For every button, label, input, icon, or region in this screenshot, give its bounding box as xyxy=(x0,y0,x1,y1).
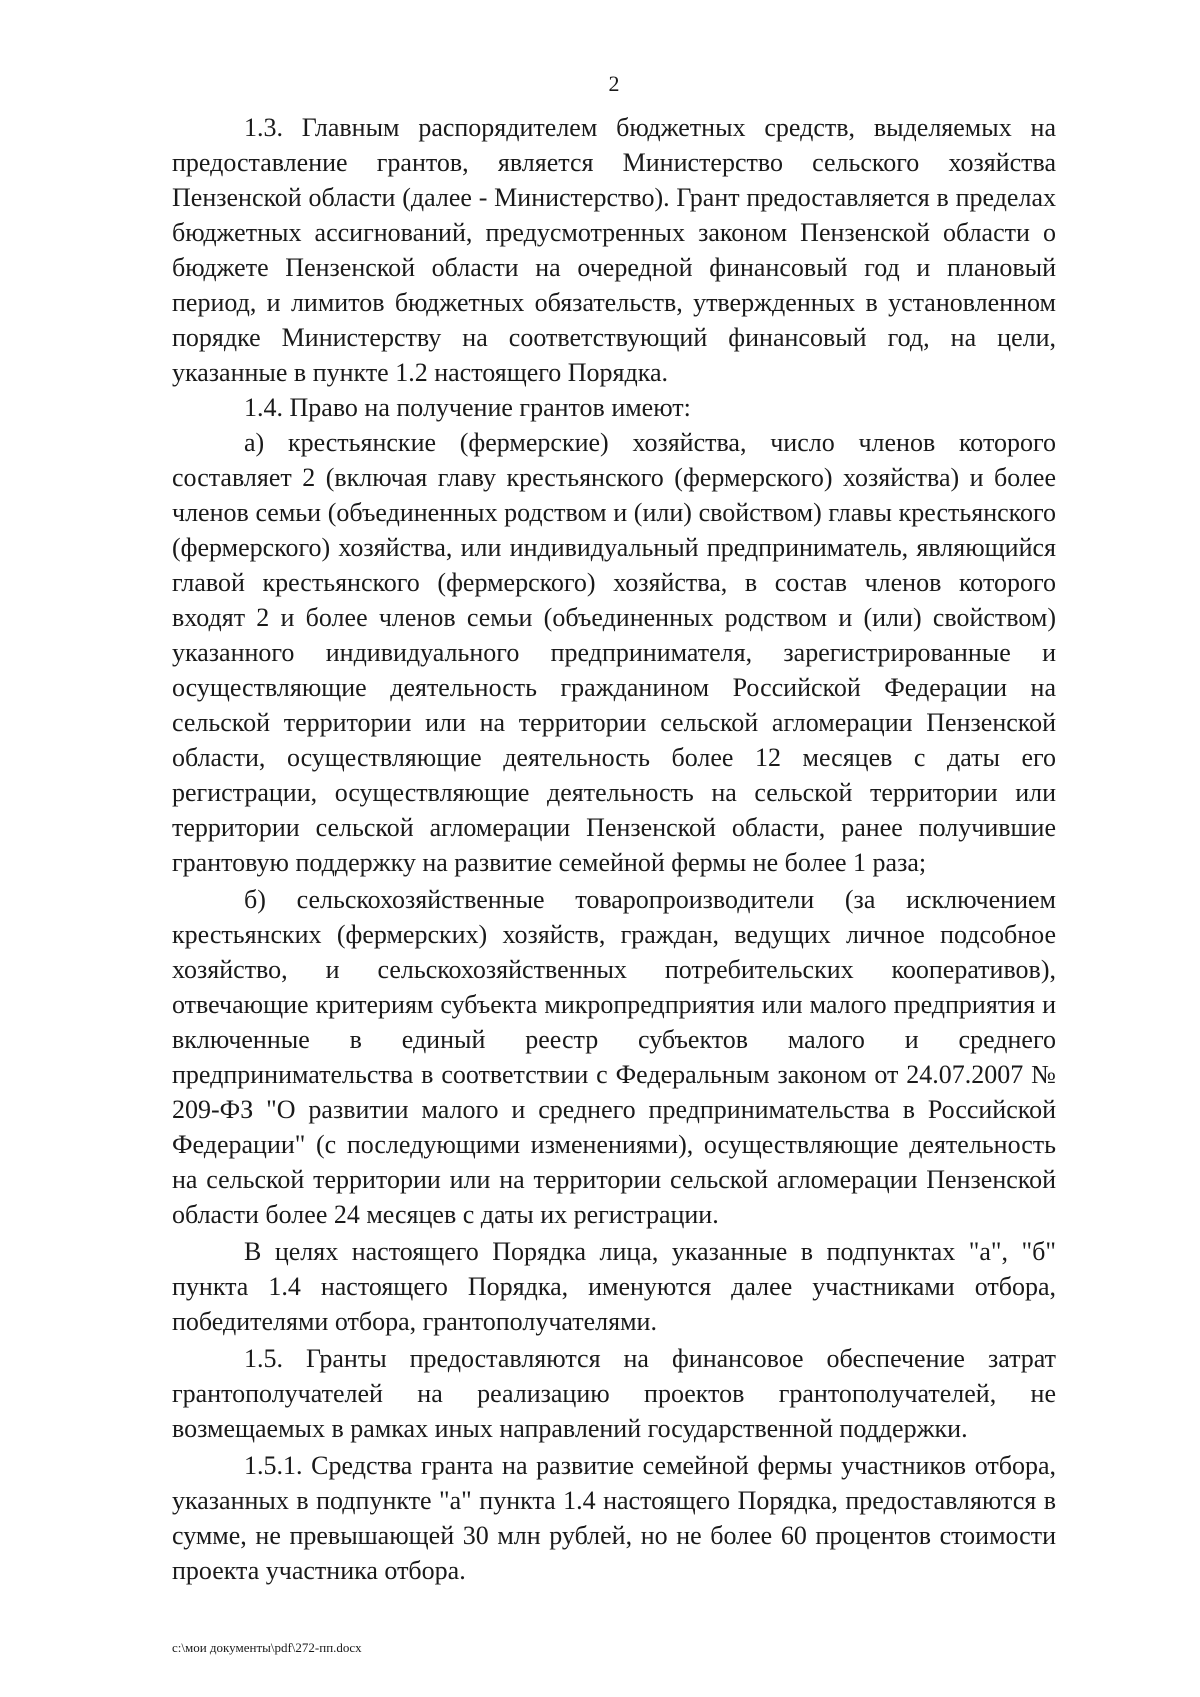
footer-file-path: c:\мои документы\pdf\272-пп.docx xyxy=(172,1640,362,1655)
paragraph-1-5-1: 1.5.1. Средства гранта на развитие семейной фермы участников отбора, указанных в подпункте "а" пункта 1.4 настоящего Порядка, предоставляются в сумме, не превышающей 30 млн рублей, но не более 60 процентов стоимости проекта участника отбора. xyxy=(172,1451,1056,1585)
page-number: 2 xyxy=(608,71,620,96)
paragraph-1-4-a: а) крестьянские (фермерские) хозяйства, число членов которого составляет 2 (включая главу крестьянского (фермерского) хозяйства) и более членов семьи (объединенных родством и (или) свойством) главы крестьянского (фермерского) хозяйства, или индивидуальный предприниматель, являющийся главой крестьянского (фермерского) хозяйства, в состав членов которого входят 2 и более членов семьи (объединенных родством и (или) свойством) указанного индивидуального предпринимателя, зарегистрированные и осуществляющие деятельность гражданином Российской Федерации на сельской территории или на территории сельской агломерации Пензенской области, осуществляющие деятельность более 12 месяцев с даты его регистрации, осуществляющие деятельность на сельской территории или территории сельской агломерации Пензенской области, ранее получившие грантовую поддержку на развитие семейной фермы не более 1 раза; xyxy=(172,428,1056,877)
paragraph-1-4: 1.4. Право на получение грантов имеют: xyxy=(244,393,691,422)
paragraph-participants-definition: В целях настоящего Порядка лица, указанные в подпунктах "а", "б" пункта 1.4 настоящего Порядка, именуются далее участниками отбора, победителями отбора, грантополучателями. xyxy=(172,1237,1056,1336)
paragraph-1-3: 1.3. Главным распорядителем бюджетных средств, выделяемых на предоставление грантов, является Министерство сельского хозяйства Пензенской области (далее - Министерство). Грант предоставляется в пределах бюджетных ассигнований, предусмотренных законом Пензенской области о бюджете Пензенской области на очередной финансовый год и плановый период, и лимитов бюджетных обязательств, утвержденных в установленном порядке Министерству на соответствующий финансовый год, на цели, указанные в пункте 1.2 настоящего Порядка. xyxy=(172,113,1056,387)
paragraph-1-4-b: б) сельскохозяйственные товаропроизводители (за исключением крестьянских (фермерских) хозяйств, граждан, ведущих личное подсобное хозяйство, и сельскохозяйственных потребительских кооперативов), отвечающие критериям субъекта микропредприятия или малого предприятия и включенные в единый реестр субъектов малого и среднего предпринимательства в соответствии с Федеральным законом от 24.07.2007 № 209-ФЗ "О развитии малого и среднего предпринимательства в Российской Федерации" (с последующими изменениями), осуществляющие деятельность на сельской территории или на территории сельской агломерации Пензенской области более 24 месяцев с даты их регистрации. xyxy=(172,885,1056,1229)
paragraph-1-5: 1.5. Гранты предоставляются на финансовое обеспечение затрат грантополучателей на реализацию проектов грантополучателей, не возмещаемых в рамках иных направлений государственной поддержки. xyxy=(172,1344,1056,1443)
